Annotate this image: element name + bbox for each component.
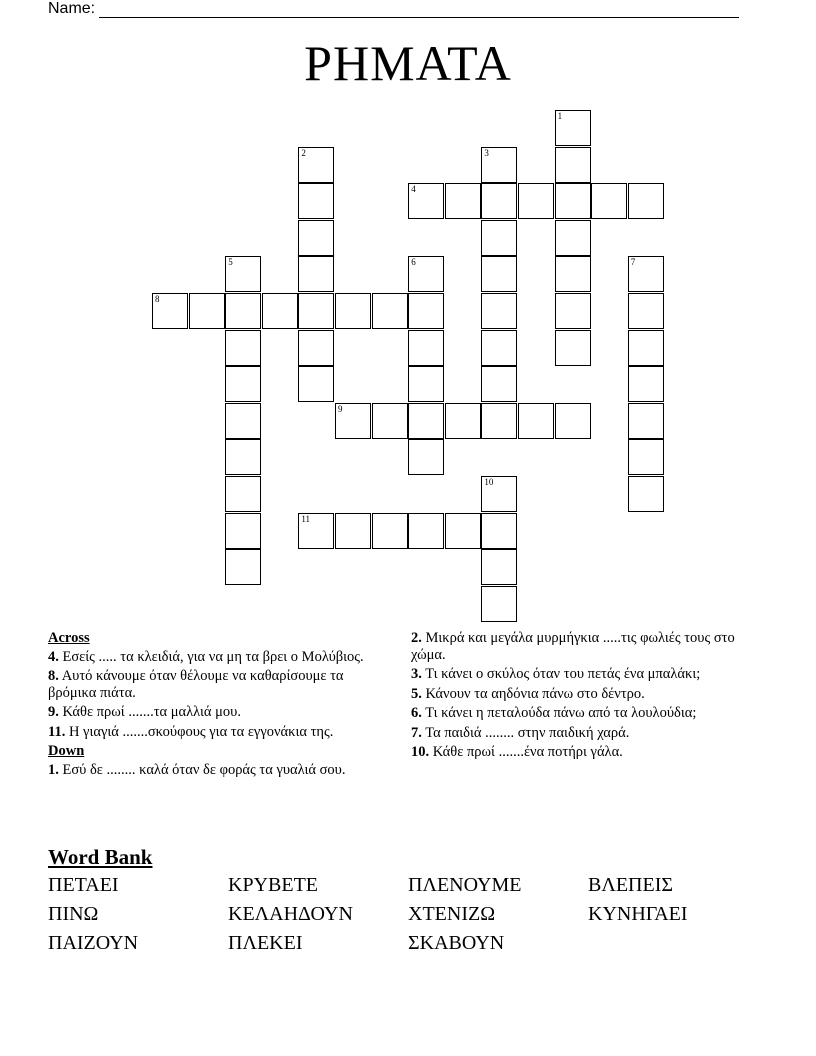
word-bank [48,874,768,955]
crossword-cell[interactable] [481,549,517,585]
crossword-cell[interactable] [481,293,517,329]
name-label: Name: [48,0,96,17]
clue-item-text: Αυτό κάνουμε όταν θέλουμε να καθαρίσουμε τα βρόμικα πιάτα. [48,668,344,701]
clue-item [48,649,393,666]
down-clue-list [48,762,393,779]
word-bank-item: ΠΑΙΖΟΥΝ [48,932,139,954]
word-bank-item: ΚΕΛΑΗΔΟΥΝ [228,903,353,925]
crossword-cell[interactable] [152,293,188,329]
crossword-cell[interactable] [628,439,664,475]
word-bank-item: ΠΛΕΚΕΙ [228,932,303,954]
clue-item [48,724,393,741]
clues-left-column [48,630,393,781]
crossword-cell[interactable] [408,439,444,475]
clue-item [411,686,756,703]
crossword-cell[interactable] [298,147,334,183]
word-bank-item: ΣΚΑΒΟΥΝ [408,932,505,954]
name-line [48,0,739,18]
clue-number: 11 [301,513,311,524]
clue-number: 3 [484,147,489,158]
clues-right-column [411,630,756,764]
clue-item-text: Η γιαγιά .......σκούφους για τα εγγονάκια της. [65,723,334,740]
clue-item-number: 2. [411,630,422,646]
crossword-cell[interactable] [481,403,517,439]
crossword-cell[interactable] [555,293,591,329]
crossword-cell[interactable] [481,513,517,549]
clue-item-text: Εσύ δε ........ καλά όταν δε φοράς τα γυαλιά σου. [58,761,346,778]
crossword-cell[interactable] [225,403,261,439]
crossword-cell[interactable] [481,183,517,219]
crossword-cell[interactable] [225,366,261,402]
crossword-cell[interactable] [298,293,334,329]
crossword-cell[interactable] [481,147,517,183]
crossword-cell[interactable] [481,476,517,512]
clue-item-number: 9. [48,704,59,720]
crossword-cell[interactable] [481,220,517,256]
crossword-cell[interactable] [445,183,481,219]
crossword-cell[interactable] [555,110,591,146]
crossword-cell[interactable] [555,147,591,183]
crossword-cell[interactable] [628,403,664,439]
crossword-cell[interactable] [298,183,334,219]
clue-item-number: 7. [411,724,422,741]
clue-item [411,630,756,663]
name-blank[interactable] [99,3,739,18]
clue-item [411,666,756,683]
crossword-cell[interactable] [262,293,298,329]
clue-item-text: Κάνουν τα αηδόνια πάνω στο δέντρο. [421,685,645,702]
clue-item-number: 6. [411,705,422,721]
clue-number: 9 [338,403,343,414]
word-bank-item: ΚΥΝΗΓΑΕΙ [588,903,688,925]
crossword-cell[interactable] [335,403,371,439]
crossword-cell[interactable] [225,513,261,549]
clue-item [48,762,393,779]
crossword-cell[interactable] [189,293,225,329]
crossword-cell[interactable] [628,366,664,402]
crossword-cell[interactable] [298,513,334,549]
crossword-cell[interactable] [298,220,334,256]
crossword-cell[interactable] [298,256,334,292]
crossword-cell[interactable] [372,403,408,439]
clue-item-text: Εσείς ..... τα κλειδιά, για να μη τα βρει ο Μολύβιος. [58,648,364,665]
crossword-cell[interactable] [445,513,481,549]
crossword-cell[interactable] [408,366,444,402]
crossword-cell[interactable] [481,330,517,366]
clue-item [48,668,393,701]
clue-item-number: 1. [48,761,59,778]
crossword-cell[interactable] [372,293,408,329]
clue-item-text: Μικρά και μεγάλα μυρμήγκια .....τις φωλιές τους στο χώμα. [411,630,735,663]
clue-number: 1 [557,111,563,121]
crossword-cell[interactable] [225,293,261,329]
crossword-cell[interactable] [408,513,444,549]
crossword-cell[interactable] [225,330,261,366]
clue-item-text: Τι κάνει ο σκύλος όταν του πετάς ένα μπαλάκι; [421,666,701,682]
crossword-cell[interactable] [518,183,554,219]
clue-item [48,704,393,721]
clue-item [411,725,756,742]
crossword-cell[interactable] [481,366,517,402]
down-heading: Down [48,743,85,759]
crossword-cell[interactable] [408,403,444,439]
crossword-cell[interactable] [481,586,517,622]
crossword-cell[interactable] [518,403,554,439]
clue-item-number: 8. [48,668,59,684]
crossword-cell[interactable] [298,366,334,402]
clue-item [411,705,756,722]
clue-number: 5 [228,257,233,268]
crossword-cell[interactable] [555,220,591,256]
clue-item-number: 4. [48,648,59,665]
crossword-cell[interactable] [298,330,334,366]
clue-number: 8 [155,294,160,304]
crossword-cell[interactable] [628,476,664,512]
clue-number: 4 [411,184,416,195]
crossword-cell[interactable] [225,256,261,292]
crossword-cell[interactable] [628,256,664,292]
crossword-cell[interactable] [555,183,591,219]
crossword-cell[interactable] [408,330,444,366]
crossword-cell[interactable] [555,256,591,292]
crossword-cell[interactable] [408,293,444,329]
word-bank-title: Word Bank [48,845,153,869]
crossword-cell[interactable] [628,330,664,366]
crossword-cell[interactable] [555,330,591,366]
across-heading: Across [48,630,90,646]
clue-item-text: Τι κάνει η πεταλούδα πάνω από τα λουλούδια; [421,705,697,721]
clue-item-text: Κάθε πρωί .......τα μαλλιά μου. [58,704,241,720]
word-bank-item: ΒΛΕΠΕΙΣ [588,874,674,896]
clue-item [411,744,756,761]
word-bank-item: ΠΛΕΝΟΥΜΕ [408,874,522,896]
across-clue-list [48,649,393,741]
word-bank-item: ΠΕΤΑΕΙ [48,874,119,896]
clue-item-text: Κάθε πρωί .......ένα ποτήρι γάλα. [429,744,623,760]
down-clue-list-continued [411,630,756,761]
crossword-cell[interactable] [372,513,408,549]
crossword-cell[interactable] [628,293,664,329]
crossword-cell[interactable] [225,549,261,585]
clue-number: 7 [630,257,636,268]
clue-number: 2 [301,147,306,158]
word-bank-item: ΚΡΥΒΕΤΕ [228,874,318,896]
crossword-cell[interactable] [628,183,664,219]
clue-number: 10 [484,477,494,487]
clue-item-number: 3. [411,666,422,682]
crossword-cell[interactable] [225,476,261,512]
crossword-cell[interactable] [591,183,627,219]
clue-number: 6 [411,257,416,268]
crossword-cell[interactable] [225,439,261,475]
clue-item-text: Τα παιδιά ........ στην παιδική χαρά. [421,724,630,741]
crossword-cell[interactable] [335,293,371,329]
page-title: ΡΗΜΑΤΑ [304,35,512,91]
clue-item-number: 5. [411,685,422,702]
crossword-cell[interactable] [335,513,371,549]
crossword-cell[interactable] [408,256,444,292]
word-bank-item: ΠΙΝΩ [48,903,99,925]
clue-item-number: 11. [48,723,66,740]
clue-item-number: 10. [411,744,430,760]
crossword-cell[interactable] [408,183,444,219]
word-bank-item: ΧΤΕΝΙΖΩ [408,903,496,925]
crossword-cell[interactable] [555,403,591,439]
crossword-cell[interactable] [445,403,481,439]
crossword-cell[interactable] [481,256,517,292]
